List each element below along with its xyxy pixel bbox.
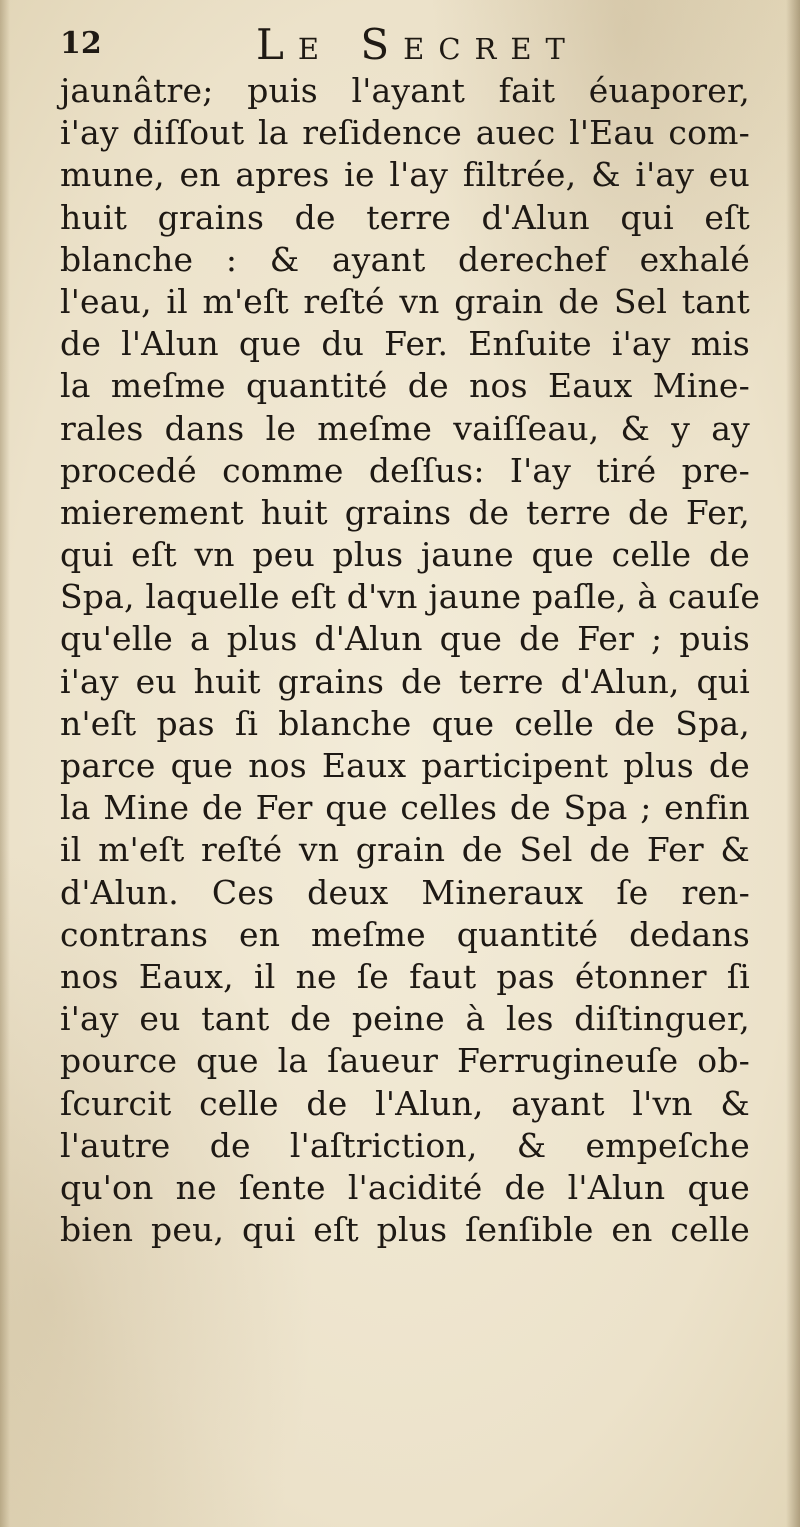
text-line: d'Alun. Ces deux Mineraux ſe ren-	[60, 872, 750, 912]
text-line: huit grains de terre d'Alun qui eſt	[60, 197, 750, 237]
text-line: qu'elle a plus d'Alun que de Fer ; puis	[60, 619, 750, 659]
text-line: mierement huit grains de terre de Fer,	[60, 492, 750, 532]
text-line: la Mine de Fer que celles de Spa ; enfin	[60, 788, 750, 828]
text-line: la meſme quantité de nos Eaux Mine-	[60, 366, 750, 406]
text-line: il m'eſt reſté vn grain de Sel de Fer &	[60, 830, 750, 870]
text-line: parce que nos Eaux participent plus de	[60, 746, 750, 785]
text-line: i'ay eu tant de peine à les diſtinguer,	[60, 999, 750, 1039]
text-line: n'eſt pas ſi blanche que celle de Spa,	[60, 703, 750, 743]
text-line: mune, en apres ie l'ay filtrée, & i'ay eu	[60, 155, 750, 195]
text-line: blanche : & ayant derechef exhalé	[60, 239, 750, 279]
text-line: qu'on ne ſente l'acidité de l'Alun que	[60, 1167, 750, 1207]
body-text	[60, 70, 761, 1251]
text-line: nos Eaux, il ne ſe faut pas étonner ſi	[60, 956, 750, 996]
page-number: 12	[60, 26, 102, 61]
running-head	[56, 20, 756, 70]
text-line: rales dans le meſme vaiſſeau, & y ay	[60, 408, 750, 448]
text-line: jaunâtre; puis l'ayant fait éuaporer,	[60, 71, 750, 110]
text-line: l'eau, il m'eſt reſté vn grain de Sel tant	[60, 281, 750, 321]
text-line: i'ay eu huit grains de terre d'Alun, qui	[60, 661, 750, 701]
text-line: de l'Alun que du Fer. Enſuite i'ay mis	[60, 324, 750, 364]
text-line: Spa, laquelle eſt d'vn jaune paſle, à cauſe	[60, 577, 761, 617]
text-line: i'ay diſſout la reſidence auec l'Eau com-	[60, 113, 750, 153]
text-line: qui eſt vn peu plus jaune que celle de	[60, 535, 750, 575]
text-line: pource que la ſaueur Ferrugineuſe ob-	[60, 1041, 750, 1081]
running-title: Le Secret	[256, 20, 579, 69]
text-line: ſcurcit celle de l'Alun, ayant l'vn &	[60, 1083, 750, 1123]
text-line: bien peu, qui eſt plus ſenſible en celle	[60, 1210, 750, 1250]
text-line: l'autre de l'aſtriction, & empeſche	[60, 1125, 750, 1165]
text-line: contrans en meſme quantité dedans	[60, 914, 750, 954]
text-line: procedé comme deſſus: I'ay tiré pre-	[60, 450, 750, 490]
